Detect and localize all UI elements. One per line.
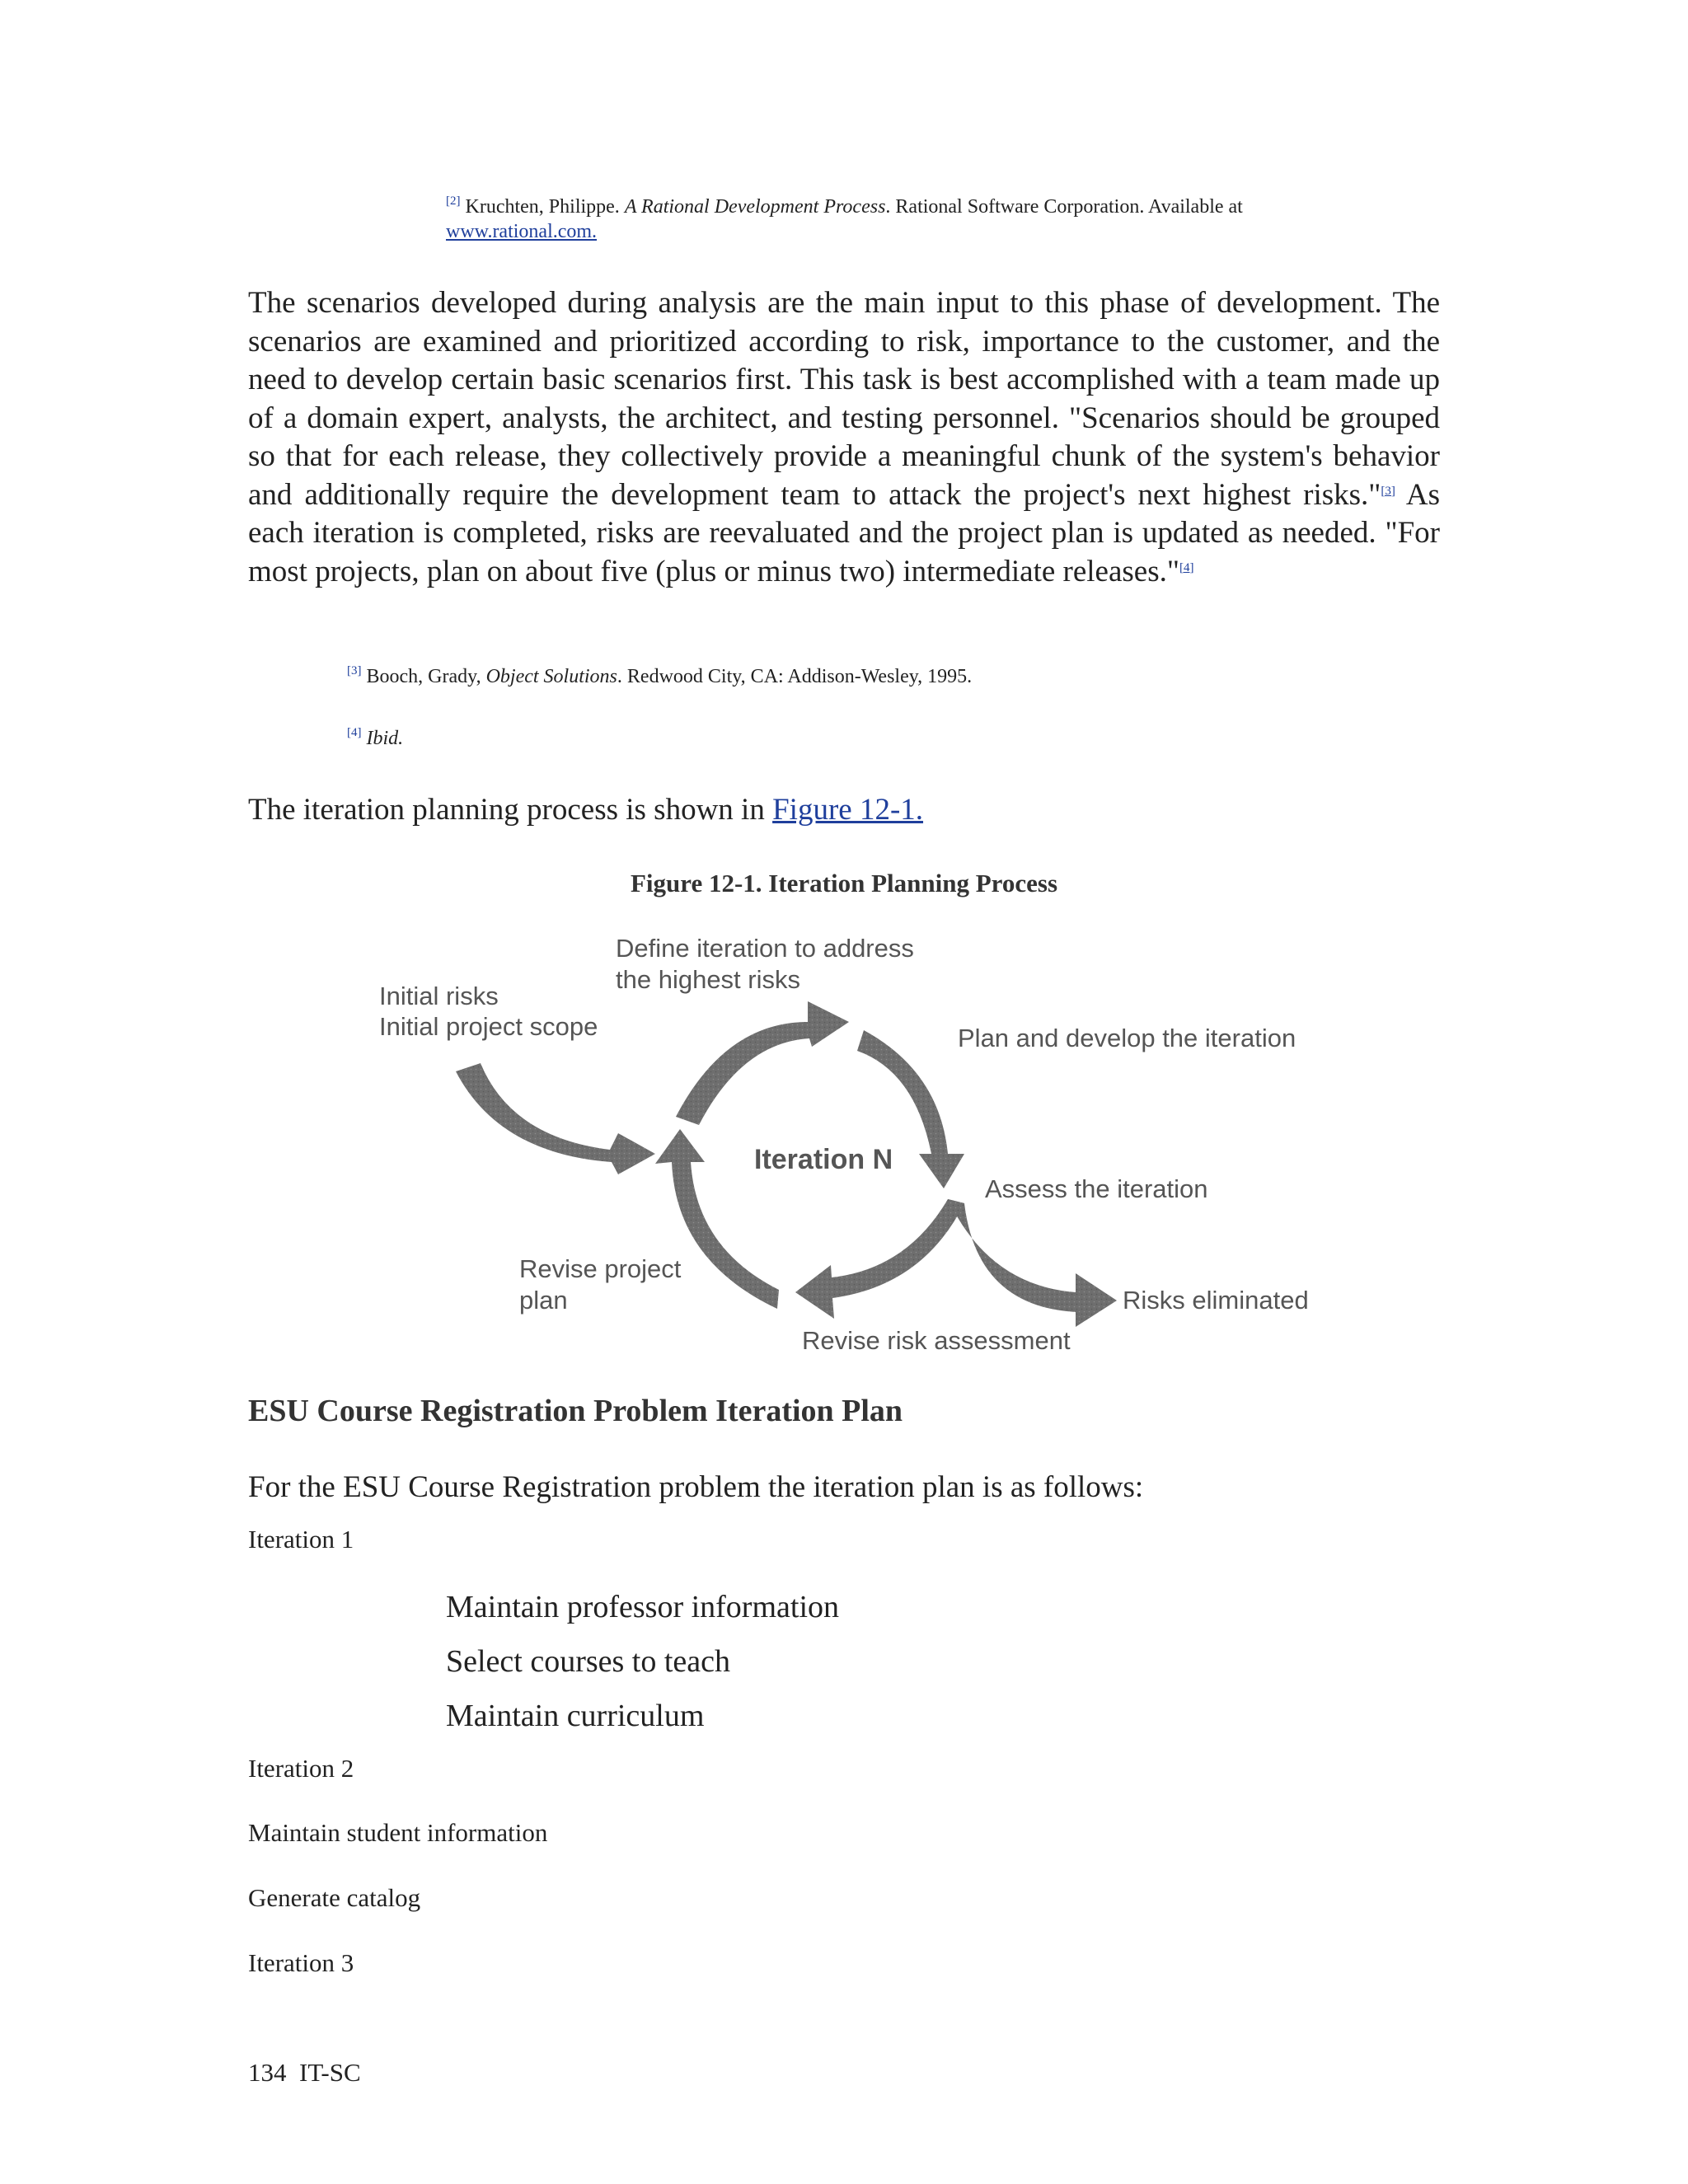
section-heading: ESU Course Registration Problem Iteration Plan (248, 1394, 903, 1428)
footnote-3-publisher: . Redwood City, CA: Addison-Wesley, 1995. (617, 666, 973, 687)
iteration-1-label: Iteration 1 (248, 1525, 354, 1554)
figure-12-1-link[interactable]: Figure 12-1. (772, 793, 924, 827)
define-arrow (676, 1001, 849, 1125)
footnote-3-marker: [3] (347, 664, 362, 677)
footnote-2-marker: [2] (446, 194, 461, 208)
label-center: Iteration N (754, 1144, 893, 1175)
paragraph-1-text-continued: As each iteration is completed, risks are reevaluated and the project plan is updated as needed. "For most projects, plan on about five (plus or minus two) intermediate releases." (248, 477, 1440, 588)
iteration-1-item: Maintain professor information (446, 1590, 840, 1624)
initial-arrow (456, 1063, 655, 1174)
page-footer: 134 IT-SC (248, 2058, 361, 2087)
iteration-2-label: Iteration 2 (248, 1754, 354, 1783)
label-assess: Assess the iteration (985, 1174, 1208, 1203)
paragraph-2-text: The iteration planning process is shown in (248, 793, 765, 827)
label-risks-eliminated: Risks eliminated (1123, 1286, 1309, 1315)
label-initial-2: Initial project scope (379, 1012, 598, 1041)
iteration-1-item: Maintain curriculum (446, 1699, 705, 1733)
iteration-plan-intro: For the ESU Course Registration problem the iteration plan is as follows: (248, 1470, 1144, 1504)
footnote-4-text: Ibid. (366, 728, 404, 749)
paragraph-1-text: The scenarios developed during analysis are the main input to this phase of development. The scenarios are examined and prioritized according to risk, importance to the customer, and the need to develop certain basic scenarios first. This task is best accomplished with a team made up of a domain expert, analysts, the architect, and testing personnel. "Scenarios should be grouped so that for each release, they collectively provide a meaningful chunk of the system's behavior and additionally require the development team to attack the project's next highest risks." (248, 286, 1440, 512)
footnote-2-title: A Rational Development Process (624, 196, 886, 218)
iteration-2-item: Maintain student information (248, 1818, 548, 1847)
iteration-2-item: Generate catalog (248, 1883, 421, 1912)
label-define-2: the highest risks (616, 965, 800, 994)
ref-3-link[interactable]: [3] (1381, 484, 1395, 498)
iteration-3-label: Iteration 3 (248, 1948, 354, 1977)
iteration-1-item: Select courses to teach (446, 1644, 731, 1679)
ref-4-link[interactable]: [4] (1179, 560, 1194, 574)
figure-caption: Figure 12-1. Iteration Planning Process (630, 869, 1058, 898)
footnote-4-marker: [4] (347, 726, 362, 739)
label-plan: Plan and develop the iteration (958, 1024, 1296, 1052)
footnote-2-url-link[interactable]: www.rational.com. (446, 221, 598, 242)
footnote-3-title: Object Solutions (485, 666, 617, 687)
footnote-2-publisher: . Rational Software Corporation. Available at (885, 196, 1243, 218)
risks-eliminated-arrow (948, 1199, 1117, 1327)
label-initial-1: Initial risks (379, 982, 499, 1010)
footnote-3-author: Booch, Grady, (366, 666, 481, 687)
label-revise-plan-1: Revise project (519, 1254, 682, 1283)
footnote-2-author: Kruchten, Philippe. (465, 196, 620, 218)
label-define-1: Define iteration to address (616, 934, 914, 963)
label-revise-plan-2: plan (519, 1286, 568, 1315)
label-revise-risk: Revise risk assessment (802, 1326, 1071, 1355)
revise-risk-arrow (795, 1199, 964, 1319)
